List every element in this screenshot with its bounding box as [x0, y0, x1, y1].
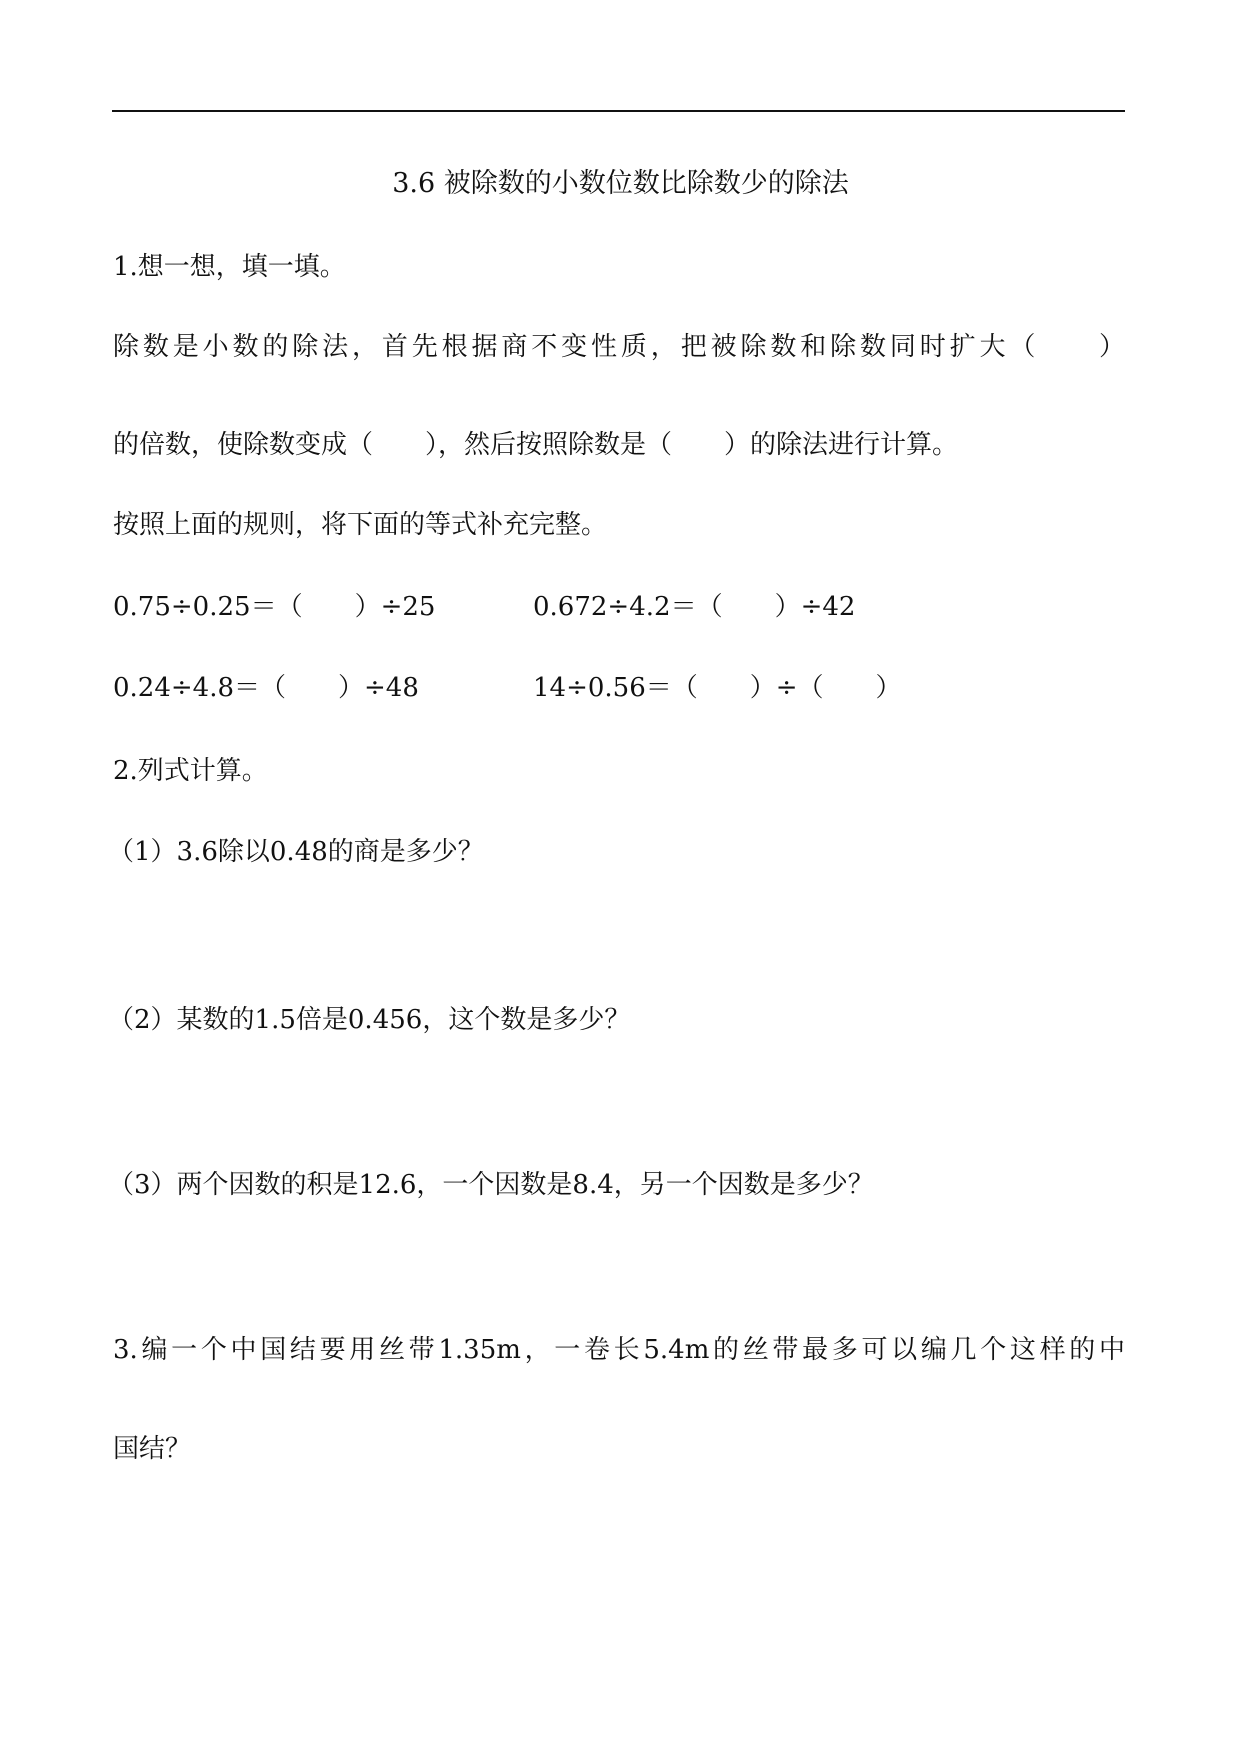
section2-heading: 2.列式计算。 — [113, 756, 268, 786]
section1-paragraph-line2: 的倍数，使除数变成（ ），然后按照除数是（ ）的除法进行计算。 — [113, 430, 959, 460]
section2-item-1: （1）3.6除以0.48的商是多少？ — [108, 837, 484, 867]
section1-instruction: 按照上面的规则，将下面的等式补充完整。 — [113, 510, 608, 540]
section3-line1: 3.编一个中国结要用丝带1.35m，一卷长5.4m的丝带最多可以编几个这样的中 — [113, 1335, 1125, 1365]
equation-4: 14÷0.56＝（ ）÷（ ） — [533, 673, 902, 703]
section2-item-2: （2）某数的1.5倍是0.456，这个数是多少？ — [108, 1005, 631, 1035]
equation-3: 0.24÷4.8＝（ ）÷48 — [113, 673, 419, 703]
equation-1: 0.75÷0.25＝（ ）÷25 — [113, 592, 436, 622]
section1-heading: 1.想一想，填一填。 — [113, 252, 346, 282]
page-title: 3.6 被除数的小数位数比除数少的除法 — [392, 168, 849, 199]
equation-2: 0.672÷4.2＝（ ）÷42 — [533, 592, 856, 622]
header-rule — [112, 110, 1125, 112]
section2-item-3: （3）两个因数的积是12.6，一个因数是8.4，另一个因数是多少？ — [108, 1170, 874, 1200]
section3-line2: 国结？ — [113, 1434, 192, 1464]
section1-paragraph-line1: 除数是小数的除法，首先根据商不变性质，把被除数和除数同时扩大（ ） — [113, 332, 1125, 362]
